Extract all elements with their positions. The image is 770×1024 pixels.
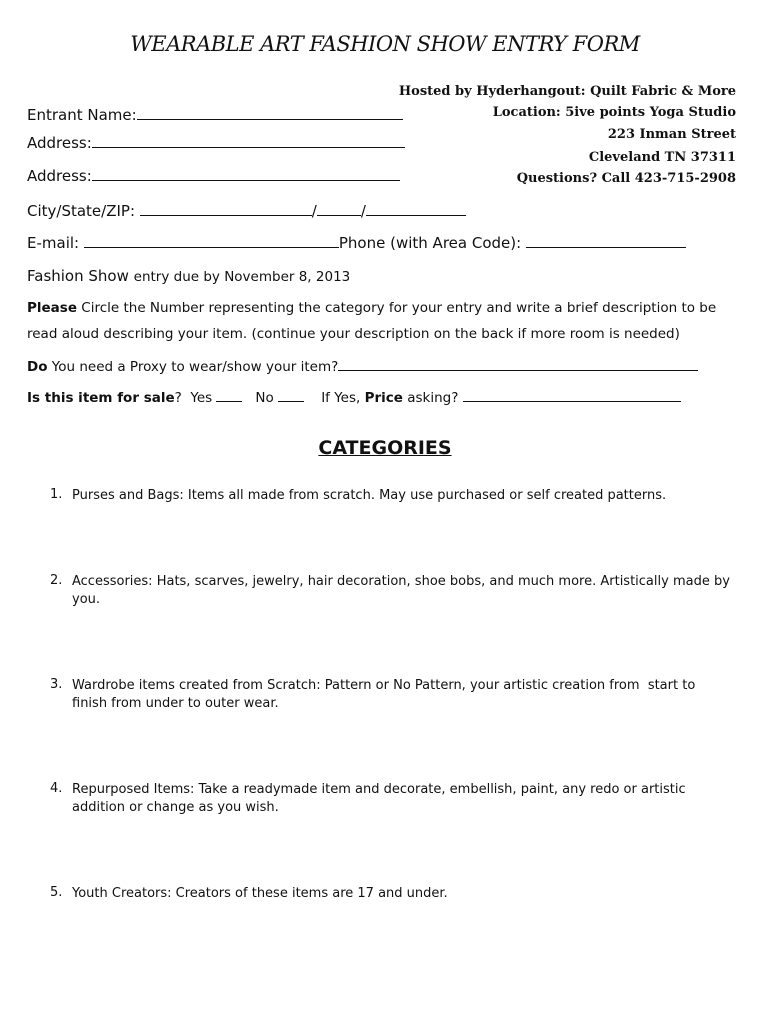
- slash-separator: /: [360, 202, 366, 220]
- form-title: WEARABLE ART FASHION SHOW ENTRY FORM: [130, 32, 640, 56]
- sale-row: [27, 388, 681, 406]
- category-number[interactable]: 5.: [50, 885, 63, 900]
- address2-row: [27, 166, 400, 185]
- address2-label: Address:: [27, 167, 92, 185]
- instructions-line2: read aloud describing your item. (continue your description on the back if more room is needed): [27, 326, 680, 342]
- proxy-row: [27, 357, 698, 375]
- zip-field[interactable]: [366, 201, 466, 216]
- no-field[interactable]: [278, 388, 304, 402]
- instructions-text: Circle the Number representing the category for your entry and write a brief description to be: [81, 300, 717, 316]
- due-text: entry due by November 8, 2013: [133, 269, 351, 285]
- category-text: Repurposed Items: Take a readymade item and decorate, embellish, paint, any redo or artistic addition or change as you wish.: [72, 782, 686, 815]
- sale-qmark: ?: [174, 390, 182, 406]
- entrant-name-field[interactable]: [137, 105, 403, 120]
- state-field[interactable]: [317, 201, 361, 216]
- phone-field[interactable]: [526, 233, 686, 248]
- phone-label: Phone (with Area Code):: [338, 234, 522, 252]
- category-text: Accessories: Hats, scarves, jewelry, hair decoration, shoe bobs, and much more. Artistically made by you.: [72, 574, 730, 607]
- address2-field[interactable]: [92, 166, 400, 181]
- proxy-bold: Do: [27, 359, 48, 375]
- price-field[interactable]: [463, 388, 681, 402]
- entrant-name-row: [27, 105, 403, 124]
- due-label: Fashion Show: [27, 267, 129, 285]
- due-date-line: [27, 267, 350, 285]
- city-field[interactable]: [140, 201, 312, 216]
- category-number[interactable]: 3.: [50, 677, 63, 692]
- email-label: E-mail:: [27, 234, 80, 252]
- street-line: 223 Inman Street: [607, 127, 736, 142]
- no-label: No: [255, 390, 274, 406]
- yes-label: Yes: [190, 390, 213, 406]
- category-text: Youth Creators: Creators of these items are 17 and under.: [72, 886, 448, 901]
- proxy-question: You need a Proxy to wear/show your item?: [51, 359, 339, 375]
- location-line: Location: 5ive points Yoga Studio: [492, 105, 736, 120]
- city-line: Cleveland TN 37311: [588, 150, 736, 165]
- proxy-field[interactable]: [338, 357, 698, 371]
- category-number[interactable]: 4.: [50, 781, 63, 796]
- categories-heading: CATEGORIES: [318, 437, 452, 459]
- city-state-zip-label: City/State/ZIP:: [27, 202, 136, 220]
- questions-line: Questions? Call 423-715-2908: [516, 171, 736, 186]
- city-state-zip-row: [27, 201, 466, 220]
- sale-bold: Is this item for sale: [27, 390, 175, 406]
- category-text: Purses and Bags: Items all made from scratch. May use purchased or self created patterns.: [72, 488, 667, 503]
- address1-row: [27, 133, 405, 152]
- price-bold: Price: [364, 390, 403, 406]
- address1-field[interactable]: [92, 133, 405, 148]
- asking-label: asking?: [407, 390, 459, 406]
- instructions-line1: [27, 300, 716, 316]
- slash-separator: /: [311, 202, 317, 220]
- address1-label: Address:: [27, 134, 92, 152]
- category-number[interactable]: 1.: [50, 487, 63, 502]
- category-number[interactable]: 2.: [50, 573, 63, 588]
- entrant-name-label: Entrant Name:: [27, 106, 137, 124]
- yes-field[interactable]: [216, 388, 242, 402]
- email-phone-row: [27, 233, 686, 252]
- email-field[interactable]: [84, 233, 339, 248]
- if-yes-label: If Yes,: [321, 390, 361, 406]
- instructions-bold: Please: [27, 300, 77, 316]
- category-text: Wardrobe items created from Scratch: Pattern or No Pattern, your artistic creation from start to finish from under to outer wear.: [72, 678, 696, 711]
- host-line: Hosted by Hyderhangout: Quilt Fabric & More: [398, 84, 736, 99]
